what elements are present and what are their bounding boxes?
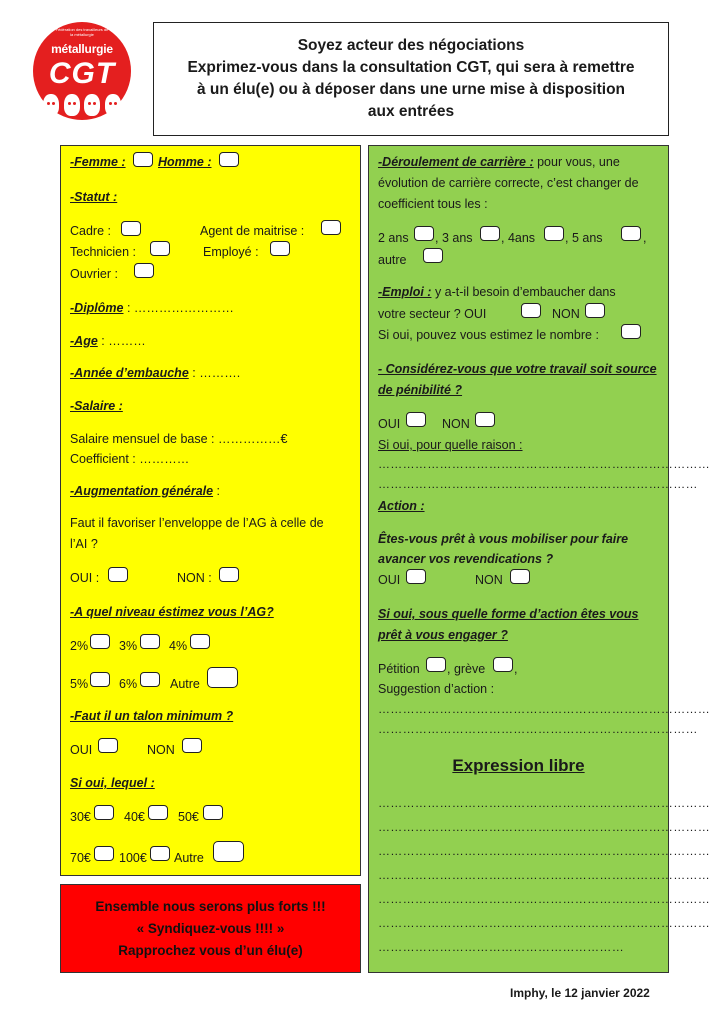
- syndicate-callout: [60, 884, 361, 973]
- talon-40-checkbox[interactable]: [148, 805, 168, 820]
- cadre-label: Cadre :: [70, 224, 111, 238]
- header-line-4: aux entrées: [367, 103, 455, 120]
- salaire-base-field[interactable]: Salaire mensuel de base : ……………€: [70, 432, 288, 446]
- niveau-ag-title: -A quel niveau éstimez vous l’AG?: [70, 605, 274, 619]
- homme-checkbox[interactable]: [219, 152, 239, 167]
- suggestion-label: Suggestion d’action :: [378, 682, 495, 696]
- agent-maitrise-label: Agent de maitrise :: [200, 224, 305, 238]
- emploi-line-1: [378, 284, 616, 300]
- carriere-line-1: [378, 154, 620, 170]
- age-field[interactable]: [70, 333, 146, 349]
- carriere-comma: ,: [643, 231, 647, 245]
- expression-line-1[interactable]: ………………………………………………………………………: [378, 796, 711, 810]
- carriere-2ans-checkbox[interactable]: [414, 226, 434, 241]
- carriere-text-1: pour vous, une: [533, 155, 620, 169]
- logo-sector-text: métallurgie: [51, 42, 113, 56]
- expression-line-6[interactable]: ………………………………………………………………………: [378, 916, 711, 930]
- employe-label: Employé :: [203, 245, 259, 259]
- annee-embauche-label: -Année d’embauche: [70, 366, 189, 380]
- penibilite-question-1: - Considérez-vous que votre travail soit source: [378, 362, 657, 376]
- personal-info-panel: [60, 145, 361, 876]
- augmentation-heading: [70, 483, 220, 499]
- augmentation-label: -Augmentation générale: [70, 484, 214, 498]
- annee-embauche-field[interactable]: [70, 365, 240, 381]
- talon-50-checkbox[interactable]: [203, 805, 223, 820]
- niveau-3-checkbox[interactable]: [140, 634, 160, 649]
- penibilite-oui-label: OUI: [378, 417, 401, 431]
- document-date: Imphy, le 12 janvier 2022: [510, 986, 650, 1000]
- talon-autre-checkbox[interactable]: [213, 841, 244, 862]
- logo-union-text: CGT: [48, 57, 116, 90]
- carriere-option-label: 2 ans: [378, 231, 409, 245]
- expression-libre-title: Expression libre: [452, 756, 585, 775]
- femme-label: -Femme :: [70, 155, 126, 169]
- diplome-field[interactable]: [70, 300, 234, 316]
- carriere-option-label: , 3 ans: [435, 231, 473, 245]
- expression-line-3[interactable]: ………………………………………………………………………: [378, 844, 711, 858]
- ouvrier-label: Ouvrier :: [70, 267, 118, 281]
- action-oui-checkbox[interactable]: [406, 569, 426, 584]
- emploi-line-2: votre secteur ? OUI: [378, 307, 487, 321]
- petition-checkbox[interactable]: [426, 657, 446, 672]
- talon-non-checkbox[interactable]: [182, 738, 202, 753]
- statut-title: -Statut :: [70, 190, 118, 204]
- callout-line-2: « Syndiquez-vous !!!! »: [136, 920, 285, 936]
- emploi-nombre-box[interactable]: [621, 324, 641, 339]
- greve-checkbox[interactable]: [493, 657, 513, 672]
- emploi-non-label: NON: [552, 307, 580, 321]
- niveau-5-checkbox[interactable]: [90, 672, 110, 687]
- augmentation-non-label: NON :: [177, 571, 212, 585]
- talon-non-label: NON: [147, 743, 175, 757]
- action-question-2: avancer vos revendications ?: [378, 552, 554, 566]
- diplome-label: -Diplôme: [70, 301, 124, 315]
- annee-embauche-blank: : ……….: [188, 366, 241, 380]
- expression-line-2[interactable]: ………………………………………………………………………: [378, 820, 711, 834]
- header-line-1: Soyez acteur des négociations: [297, 37, 525, 54]
- greve-comma: ,: [514, 662, 518, 676]
- carriere-autre-label: autre: [378, 253, 407, 267]
- penibilite-non-checkbox[interactable]: [475, 412, 495, 427]
- emploi-line-3: Si oui, pouvez vous estimez le nombre :: [378, 328, 599, 342]
- talon-option-label: 100€: [119, 851, 147, 865]
- carriere-4ans-checkbox[interactable]: [544, 226, 564, 241]
- petition-label: Pétition: [378, 662, 420, 676]
- femme-checkbox[interactable]: [133, 152, 153, 167]
- action-forme-2: prêt à vous engager ?: [378, 628, 508, 642]
- talon-oui-label: OUI: [70, 743, 93, 757]
- niveau-autre-checkbox[interactable]: [207, 667, 238, 688]
- carriere-3ans-checkbox[interactable]: [480, 226, 500, 241]
- niveau-option-label: 5%: [70, 677, 89, 691]
- penibilite-raison-line-2[interactable]: ……………………………………………………………………: [378, 477, 698, 491]
- expression-line-7[interactable]: ……………………………………………………: [378, 940, 624, 954]
- penibilite-raison-line-1[interactable]: ………………………………………………………………………: [378, 457, 711, 471]
- action-title: Action :: [378, 499, 425, 513]
- talon-option-label: 30€: [70, 810, 91, 824]
- ouvrier-checkbox[interactable]: [134, 263, 154, 278]
- penibilite-non-label: NON: [442, 417, 470, 431]
- suggestion-line-2[interactable]: ……………………………………………………………………: [378, 722, 698, 736]
- action-forme-1: Si oui, sous quelle forme d’action êtes vous: [378, 607, 639, 621]
- augmentation-non-checkbox[interactable]: [219, 567, 239, 582]
- header-line-3: à un élu(e) ou à déposer dans une urne mise à disposition: [196, 81, 626, 98]
- action-non-checkbox[interactable]: [510, 569, 530, 584]
- emploi-oui-checkbox[interactable]: [521, 303, 541, 318]
- action-non-label: NON: [475, 573, 503, 587]
- header-box: [153, 22, 669, 136]
- emploi-label: -Emploi :: [378, 285, 432, 299]
- employe-checkbox[interactable]: [270, 241, 290, 256]
- callout-line-1: Ensemble nous serons plus forts !!!: [95, 898, 326, 914]
- action-question-1: Êtes-vous prêt à vous mobiliser pour faire: [378, 532, 629, 546]
- penibilite-raison-label: Si oui, pour quelle raison :: [378, 438, 523, 452]
- carriere-option-label: , 4ans: [501, 231, 536, 245]
- penibilite-oui-checkbox[interactable]: [406, 412, 426, 427]
- header-line-2: Exprimez-vous dans la consultation CGT, qui sera à remettre: [187, 59, 635, 76]
- talon-option-label: 70€: [70, 851, 91, 865]
- penibilite-question-2: de pénibilité ?: [378, 383, 463, 397]
- salaire-title: -Salaire :: [70, 399, 123, 413]
- carriere-line-2: évolution de carrière correcte, c’est changer de: [378, 176, 639, 190]
- augmentation-oui-label: OUI :: [70, 571, 100, 585]
- age-blank: : ………: [97, 334, 146, 348]
- carriere-option-label: , 5 ans: [565, 231, 603, 245]
- talon-100-checkbox[interactable]: [150, 846, 170, 861]
- suggestion-line-1[interactable]: ………………………………………………………………………: [378, 702, 711, 716]
- emploi-non-checkbox[interactable]: [585, 303, 605, 318]
- niveau-6-checkbox[interactable]: [140, 672, 160, 687]
- expression-line-4[interactable]: ………………………………………………………………………: [378, 868, 711, 882]
- expression-line-5[interactable]: ………………………………………………………………………: [378, 892, 711, 906]
- lequel-title: Si oui, lequel :: [70, 776, 155, 790]
- diplome-blank: : ……………………: [123, 301, 234, 315]
- niveau-option-label: 3%: [119, 639, 138, 653]
- technicien-label: Technicien :: [70, 245, 137, 259]
- talon-title: -Faut il un talon minimum ?: [70, 709, 234, 723]
- talon-option-label: 40€: [124, 810, 145, 824]
- carriere-line-3: coefficient tous les :: [378, 197, 488, 211]
- greve-label: , grève: [447, 662, 486, 676]
- opinion-panel: [368, 145, 711, 973]
- niveau-option-label: 4%: [169, 639, 188, 653]
- cadre-checkbox[interactable]: [121, 221, 141, 236]
- talon-30-checkbox[interactable]: [94, 805, 114, 820]
- callout-line-3: Rapprochez vous d’un élu(e): [118, 942, 303, 958]
- cgt-logo: [33, 22, 131, 120]
- augmentation-colon: :: [213, 484, 221, 498]
- coefficient-field[interactable]: Coefficient : …………: [70, 452, 190, 466]
- agent-maitrise-checkbox[interactable]: [321, 220, 341, 235]
- homme-label: Homme :: [158, 155, 212, 169]
- niveau-option-label: 6%: [119, 677, 138, 691]
- talon-option-label: Autre: [174, 851, 204, 865]
- talon-70-checkbox[interactable]: [94, 846, 114, 861]
- carriere-label: -Déroulement de carrière :: [378, 155, 534, 169]
- niveau-option-label: 2%: [70, 639, 89, 653]
- age-label: -Age: [70, 334, 98, 348]
- logo-federation-text: Fédération des travailleurs de la métallurgie: [55, 27, 109, 37]
- niveau-option-label: Autre: [170, 677, 200, 691]
- augmentation-question-2: l’AI ?: [70, 537, 98, 551]
- talon-option-label: 50€: [178, 810, 199, 824]
- logo-faces-icon: [43, 94, 121, 118]
- niveau-4-checkbox[interactable]: [190, 634, 210, 649]
- talon-oui-checkbox[interactable]: [98, 738, 118, 753]
- augmentation-question-1: Faut il favoriser l’enveloppe de l’AG à celle de: [70, 516, 324, 530]
- emploi-text-1: y a-t-il besoin d’embaucher dans: [431, 285, 616, 299]
- action-oui-label: OUI: [378, 573, 401, 587]
- niveau-2-checkbox[interactable]: [90, 634, 110, 649]
- carriere-autre-checkbox[interactable]: [423, 248, 443, 263]
- carriere-5ans-checkbox[interactable]: [621, 226, 641, 241]
- technicien-checkbox[interactable]: [150, 241, 170, 256]
- augmentation-oui-checkbox[interactable]: [108, 567, 128, 582]
